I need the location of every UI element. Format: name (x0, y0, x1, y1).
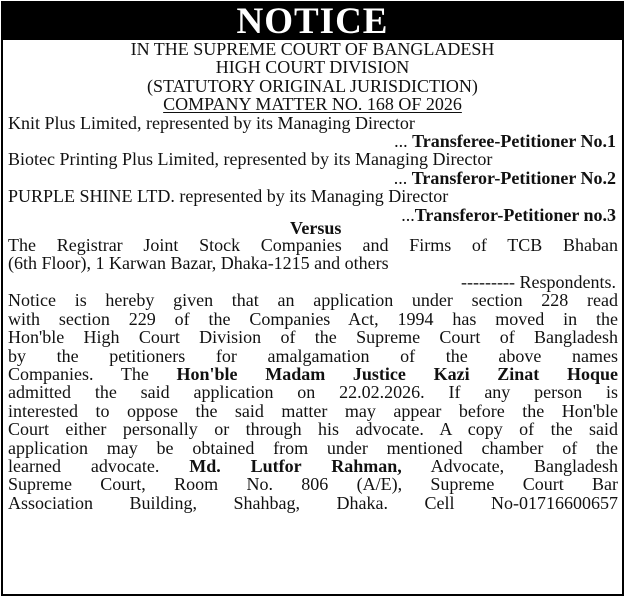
notice-banner (3, 3, 622, 40)
notice-line-10-tail: Advocate, Bangladesh (401, 455, 618, 476)
party-2-role: Transferor-Petitioner No.2 (411, 167, 616, 188)
party-3-prefix: ... (401, 204, 415, 225)
notice-line-5 (8, 365, 618, 383)
jurisdiction: (STATUTORY ORIGINAL JURISDICTION) (147, 75, 478, 96)
party-2-prefix: ... (393, 167, 412, 188)
notice-line-9: application may be obtained from under mentioned chamber of the (8, 437, 618, 458)
versus: Versus (290, 218, 342, 239)
party-1-name: Knit Plus Limited, represented by its Managing Director (8, 112, 415, 133)
notice-line-1: Notice is hereby given that an application under section 228 read (8, 290, 618, 311)
respondent-line-1: The Registrar Joint Stock Companies and Firms of TCB Bhaban (8, 235, 618, 256)
notice-line-2: with section 229 of the Companies Act, 1994 has moved in the (8, 308, 618, 329)
notice-line-3: Hon'ble High Court Division of the Supreme Court of Bangladesh (8, 327, 618, 348)
party-3-role: Transferor-Petitioner no.3 (414, 204, 616, 225)
justice-name: Hon'ble Madam Justice Kazi Zinat Hoque (176, 363, 618, 384)
party-1-role: Transferee-Petitioner No.1 (412, 131, 616, 152)
party-1-role-line (8, 132, 618, 150)
respondent-line-2: (6th Floor), 1 Karwan Bazar, Dhaka-1215 and others (8, 253, 389, 274)
party-3-name: PURPLE SHINE LTD. represented by its Managing Director (8, 186, 449, 207)
party-1-prefix: ... (394, 131, 413, 152)
respondents-label: --------- Respondents. (461, 271, 616, 292)
notice-line-7: interested to oppose the said matter may appear before the Hon'ble (8, 400, 618, 421)
notice-line-12: Association Building, Shahbag, Dhaka. Cell No-01716600657 (8, 492, 618, 513)
notice-line-10 (8, 457, 618, 475)
division-name: HIGH COURT DIVISION (215, 57, 410, 78)
court-name: IN THE SUPREME COURT OF BANGLADESH (130, 39, 495, 59)
notice-line-10-text: learned advocate. (8, 455, 190, 476)
notice-line-6: admitted the said application on 22.02.2026. If any person is (8, 382, 618, 403)
notice-line-8: Court either personally or through his advocate. A copy of the said (8, 419, 618, 440)
notice-frame (1, 1, 624, 596)
notice-body (3, 114, 622, 513)
notice-line-11: Supreme Court, Room No. 806 (A/E), Supreme Court Bar (8, 474, 618, 495)
notice-line-5-text: Companies. The (8, 363, 177, 384)
advocate-name: Md. Lutfor Rahman, (189, 455, 402, 476)
party-2-name: Biotec Printing Plus Limited, represented by its Managing Director (8, 149, 493, 170)
notice-line-4: by the petitioners for amalgamation of the above names (8, 345, 618, 366)
notice-title: NOTICE (236, 1, 389, 42)
matter-number: COMPANY MATTER NO. 168 OF 2026 (163, 94, 462, 115)
party-2-role-line (8, 169, 618, 187)
court-heading (3, 40, 622, 114)
